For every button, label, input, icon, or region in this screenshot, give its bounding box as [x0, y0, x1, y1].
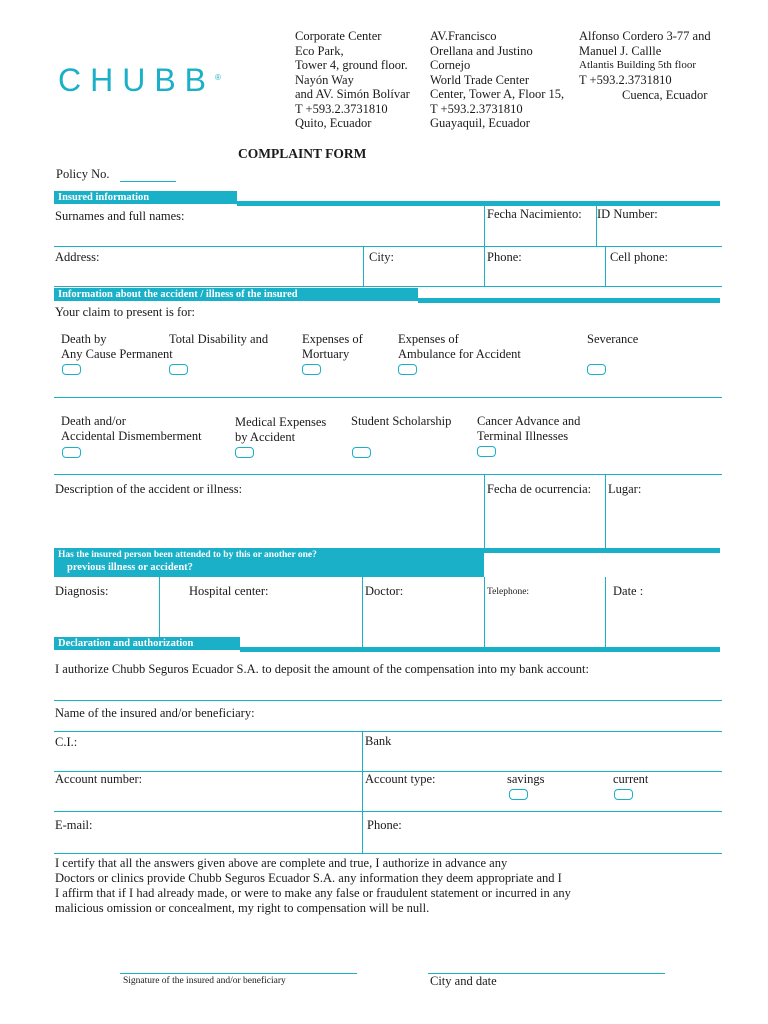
divider	[54, 853, 722, 854]
option-mortuary-expenses: Expenses of Mortuary	[302, 332, 363, 361]
beneficiary-name-label: Name of the insured and/or beneficiary:	[55, 706, 255, 720]
divider	[605, 577, 606, 649]
divider	[54, 246, 722, 247]
policy-no-field[interactable]	[120, 181, 176, 182]
divider	[54, 286, 722, 287]
divider	[54, 700, 722, 701]
address-guayaquil: AV.Francisco Orellana and Justino Cornejo World Trade Center Center, Tower A, Floor 15, T +593.2.3731810 Guayaquil, Ecuador	[430, 29, 565, 130]
doctor-label: Doctor:	[365, 584, 404, 598]
declaration-tab: Declaration and authorization	[54, 637, 240, 650]
checkbox-death-any-cause[interactable]	[62, 364, 81, 375]
cell-phone-label: Cell phone:	[610, 250, 668, 264]
insured-info-bar	[237, 201, 720, 206]
logo-text: CHUBB	[58, 62, 216, 98]
divider	[605, 474, 606, 548]
current-label: current	[613, 772, 649, 786]
account-type-label: Account type:	[365, 772, 436, 786]
insured-info-tab: Insured information	[54, 191, 237, 204]
checkbox-savings[interactable]	[509, 789, 528, 800]
address-cuenca-line4: T +593.2.3731810	[579, 73, 672, 87]
account-number-label: Account number:	[55, 772, 143, 786]
divider	[54, 474, 722, 475]
surnames-label: Surnames and full names:	[55, 209, 185, 223]
occurrence-date-label: Fecha de ocurrencia:	[487, 482, 592, 496]
option-severance: Severance	[587, 332, 639, 346]
address-cuenca-line5: Cuenca, Ecuador	[622, 87, 708, 102]
telephone-label: Telephone:	[487, 587, 530, 597]
divider	[54, 731, 722, 732]
divider	[159, 577, 160, 638]
description-label: Description of the accident or illness:	[55, 482, 243, 496]
checkbox-accidental-dismemberment[interactable]	[62, 447, 81, 458]
divider	[484, 577, 485, 649]
diagnosis-label: Diagnosis:	[55, 584, 109, 598]
option-medical-expenses: Medical Expenses by Accident	[235, 415, 327, 444]
attention-tab-line1: Has the insured person been attended to by this or another one?	[58, 550, 317, 560]
checkbox-current[interactable]	[614, 789, 633, 800]
option-cancer-advance: Cancer Advance and Terminal Illnesses	[477, 414, 581, 443]
place-label: Lugar:	[608, 482, 642, 496]
ci-label: C.I.:	[55, 735, 78, 749]
city-label: City:	[369, 250, 395, 264]
claim-prompt: Your claim to present is for:	[55, 305, 196, 319]
checkbox-total-disability[interactable]	[169, 364, 188, 375]
checkbox-mortuary-expenses[interactable]	[302, 364, 321, 375]
option-total-disability: Total Disability and	[169, 332, 269, 346]
address-quito: Corporate Center Eco Park, Tower 4, ground floor. Nayón Way and AV. Simón Bolívar T +593.2.3731810 Quito, Ecuador	[295, 29, 410, 130]
divider	[605, 246, 606, 287]
savings-label: savings	[507, 772, 545, 786]
divider	[54, 397, 722, 398]
attention-tab	[54, 548, 484, 577]
form-title: COMPLAINT FORM	[238, 146, 367, 161]
birth-date-label: Fecha Nacimiento:	[487, 207, 582, 221]
address-cuenca-line2: Manuel J. Callle	[579, 43, 662, 58]
checkbox-cancer-advance[interactable]	[477, 446, 496, 457]
accident-info-tab: Information about the accident / illness of the insured	[54, 288, 418, 301]
chubb-logo	[58, 64, 221, 96]
date-label: Date :	[613, 584, 644, 598]
divider	[596, 206, 597, 246]
divider	[363, 246, 364, 287]
city-date-label: City and date	[430, 974, 497, 988]
id-number-label: ID Number:	[597, 207, 658, 221]
divider	[362, 731, 363, 853]
checkbox-medical-expenses[interactable]	[235, 447, 254, 458]
phone-label: Phone:	[487, 250, 522, 264]
divider	[362, 577, 363, 649]
accident-info-bar	[418, 298, 720, 303]
option-death-any-cause: Death by Any Cause Permanent	[61, 332, 173, 361]
signature-label: Signature of the insured and/or beneficiary	[123, 976, 286, 986]
address-cuenca-line3: Atlantis Building 5th floor	[579, 59, 697, 71]
option-student-scholarship: Student Scholarship	[351, 414, 452, 428]
divider	[54, 811, 722, 812]
hospital-label: Hospital center:	[189, 584, 269, 598]
policy-no-label: Policy No.	[56, 167, 110, 181]
address-cuenca-line1: Alfonso Cordero 3-77 and	[579, 29, 711, 43]
option-ambulance-expenses: Expenses of Ambulance for Accident	[398, 332, 521, 361]
authorize-text: I authorize Chubb Seguros Ecuador S.A. to deposit the amount of the compensation into my bank account:	[55, 662, 589, 676]
divider	[484, 474, 485, 548]
certification-text: I certify that all the answers given above are complete and true, I authorize in advance any Doctors or clinics provide Chubb Seguros Ecuador S.A. any information they deem appropriate and I I affirm that if I had already made, or were to make any false or fraudulent statement or incurred in any malicious omission or concealment, my right to compensation will be null.	[55, 856, 571, 915]
address-label: Address:	[55, 250, 100, 264]
attention-bar	[484, 548, 720, 553]
checkbox-student-scholarship[interactable]	[352, 447, 371, 458]
option-accidental-dismemberment: Death and/or Accidental Dismemberment	[61, 414, 202, 443]
bank-label: Bank	[365, 734, 392, 748]
checkbox-severance[interactable]	[587, 364, 606, 375]
decl-phone-label: Phone:	[367, 818, 402, 832]
attention-tab-line2: previous illness or accident?	[67, 562, 193, 573]
registered-mark: ®	[215, 73, 221, 82]
checkbox-ambulance-expenses[interactable]	[398, 364, 417, 375]
declaration-bar	[240, 647, 720, 652]
email-label: E-mail:	[55, 818, 93, 832]
